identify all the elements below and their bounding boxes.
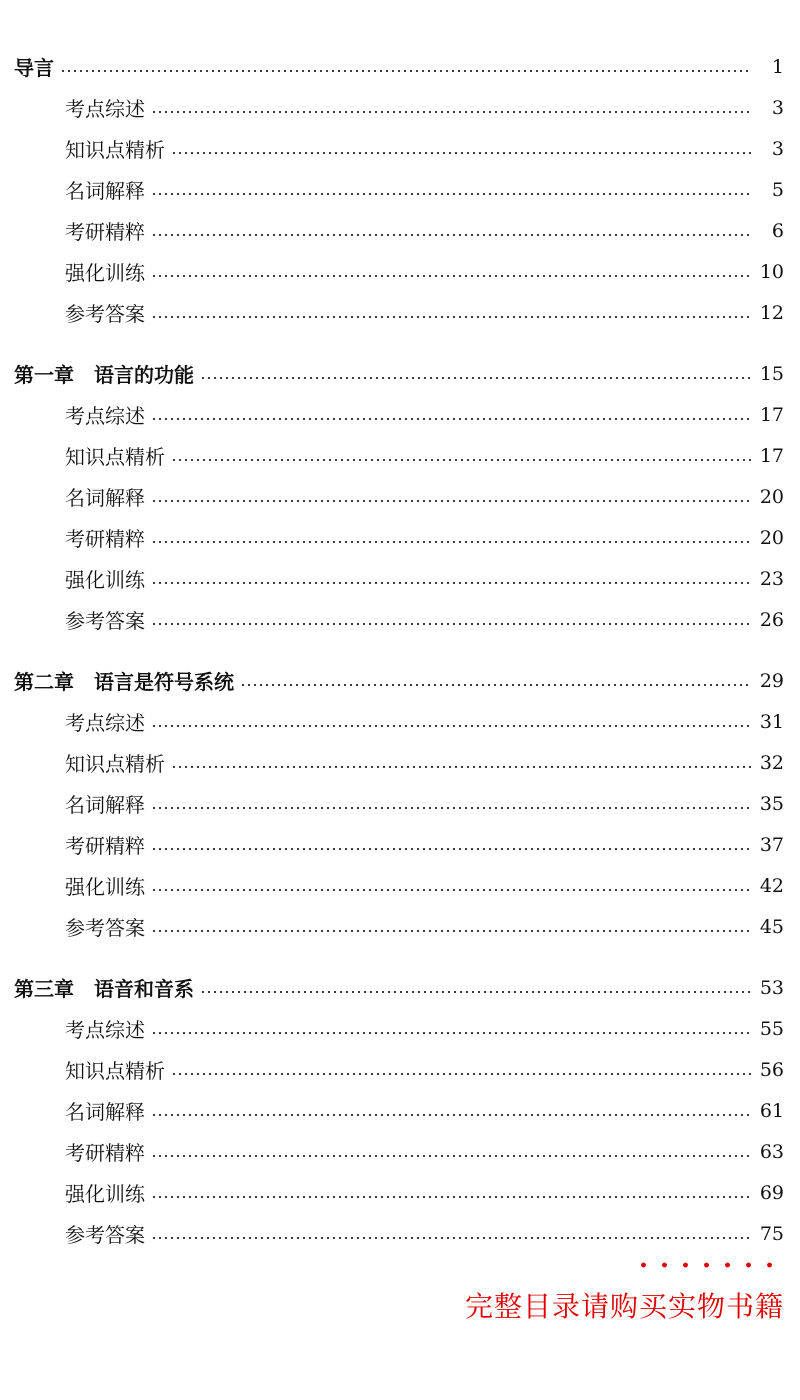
page-number: 1 — [771, 55, 784, 78]
page-number: 45 — [759, 915, 784, 938]
entry-label: 知识点精析 — [65, 445, 165, 469]
purchase-notice: 完整目录请购买实物书籍 — [464, 1290, 784, 1323]
toc-entry[interactable] — [0, 1131, 800, 1172]
dot-leader — [151, 930, 752, 932]
page-number: 75 — [759, 1222, 784, 1245]
dot-leader — [151, 1155, 752, 1157]
page-number: 23 — [759, 567, 784, 590]
toc-entry[interactable] — [0, 783, 800, 824]
page-number: 20 — [759, 526, 784, 549]
entry-label: 考研精粹 — [65, 527, 145, 551]
dot-leader — [151, 500, 752, 502]
toc-entry[interactable] — [0, 599, 800, 640]
entry-label: 强化训练 — [65, 1182, 145, 1206]
toc-entry[interactable] — [0, 1172, 800, 1213]
dot-leader — [171, 152, 752, 154]
dot-leader — [151, 1032, 752, 1034]
page-number: 53 — [759, 976, 784, 999]
entry-label: 参考答案 — [65, 1223, 145, 1247]
toc-chapter-2[interactable] — [0, 660, 800, 701]
toc-entry[interactable] — [0, 1213, 800, 1254]
entry-label: 知识点精析 — [65, 1059, 165, 1083]
dot-leader — [151, 807, 752, 809]
page-number: 26 — [759, 608, 784, 631]
dot-leader — [171, 459, 752, 461]
toc-chapter-intro[interactable] — [0, 46, 800, 87]
toc-chapter-1[interactable] — [0, 353, 800, 394]
entry-label: 强化训练 — [65, 568, 145, 592]
toc-entry[interactable] — [0, 906, 800, 947]
dot-leader — [151, 234, 752, 236]
entry-label: 强化训练 — [65, 875, 145, 899]
entry-label: 名词解释 — [65, 179, 145, 203]
entry-label: 名词解释 — [65, 793, 145, 817]
toc-entry[interactable] — [0, 251, 800, 292]
toc-entry[interactable] — [0, 824, 800, 865]
page-number: 10 — [759, 260, 784, 283]
page-number: 32 — [759, 751, 784, 774]
dot-leader — [171, 1073, 752, 1075]
toc-entry[interactable] — [0, 701, 800, 742]
page-number: 3 — [771, 96, 784, 119]
entry-label: 考研精粹 — [65, 834, 145, 858]
dot-leader — [151, 889, 752, 891]
page-number: 15 — [759, 362, 784, 385]
entry-label: 知识点精析 — [65, 138, 165, 162]
entry-label: 参考答案 — [65, 302, 145, 326]
page-number: 5 — [771, 178, 784, 201]
entry-label: 名词解释 — [65, 1100, 145, 1124]
dot-leader — [151, 541, 752, 543]
toc-entry[interactable] — [0, 865, 800, 906]
dot-leader — [151, 848, 752, 850]
table-of-contents — [0, 46, 800, 1254]
entry-label: 参考答案 — [65, 916, 145, 940]
dot-leader — [171, 766, 752, 768]
entry-label: 考研精粹 — [65, 1141, 145, 1165]
page-number: 29 — [759, 669, 784, 692]
page-number: 31 — [759, 710, 784, 733]
toc-entry[interactable] — [0, 742, 800, 783]
dot-leader — [200, 377, 752, 379]
entry-label: 强化训练 — [65, 261, 145, 285]
page-number: 55 — [759, 1017, 784, 1040]
toc-chapter-3[interactable] — [0, 967, 800, 1008]
toc-entry[interactable] — [0, 558, 800, 599]
toc-entry[interactable] — [0, 394, 800, 435]
dot-leader — [200, 991, 752, 993]
page-number: 35 — [759, 792, 784, 815]
entry-label: 名词解释 — [65, 486, 145, 510]
entry-label: 参考答案 — [65, 609, 145, 633]
dot-leader — [151, 275, 752, 277]
page-number: 42 — [759, 874, 784, 897]
chapter-title: 第二章 语言是符号系统 — [14, 670, 234, 694]
page-number: 17 — [759, 403, 784, 426]
chapter-title: 第三章 语音和音系 — [14, 977, 194, 1001]
toc-entry[interactable] — [0, 169, 800, 210]
chapter-title: 第一章 语言的功能 — [14, 363, 194, 387]
page-number: 37 — [759, 833, 784, 856]
page-number: 6 — [771, 219, 784, 242]
dot-leader — [151, 193, 752, 195]
dot-leader — [151, 418, 752, 420]
page-number: 56 — [759, 1058, 784, 1081]
toc-entry[interactable] — [0, 517, 800, 558]
page-number: 3 — [771, 137, 784, 160]
toc-entry[interactable] — [0, 476, 800, 517]
toc-entry[interactable] — [0, 87, 800, 128]
entry-label: 考点综述 — [65, 404, 145, 428]
toc-entry[interactable] — [0, 210, 800, 251]
dot-leader — [151, 1114, 752, 1116]
page-number: 69 — [759, 1181, 784, 1204]
page-number: 17 — [759, 444, 784, 467]
toc-entry[interactable] — [0, 435, 800, 476]
dot-leader — [60, 70, 752, 72]
dot-leader — [240, 684, 752, 686]
toc-entry[interactable] — [0, 128, 800, 169]
page-number: 63 — [759, 1140, 784, 1163]
dot-leader — [151, 316, 752, 318]
dot-leader — [151, 623, 752, 625]
toc-entry[interactable] — [0, 292, 800, 333]
page-number: 12 — [759, 301, 784, 324]
entry-label: 考点综述 — [65, 97, 145, 121]
dot-leader — [151, 111, 752, 113]
dot-leader — [151, 582, 752, 584]
page-number: 61 — [759, 1099, 784, 1122]
dot-leader — [151, 1237, 752, 1239]
toc-entry[interactable] — [0, 1008, 800, 1049]
dot-leader — [151, 725, 752, 727]
toc-entry[interactable] — [0, 1049, 800, 1090]
entry-label: 考点综述 — [65, 711, 145, 735]
red-dot-divider — [640, 1262, 780, 1268]
entry-label: 考点综述 — [65, 1018, 145, 1042]
entry-label: 知识点精析 — [65, 752, 165, 776]
chapter-title: 导言 — [14, 56, 54, 80]
dot-leader — [151, 1196, 752, 1198]
page-number: 20 — [759, 485, 784, 508]
entry-label: 考研精粹 — [65, 220, 145, 244]
toc-entry[interactable] — [0, 1090, 800, 1131]
